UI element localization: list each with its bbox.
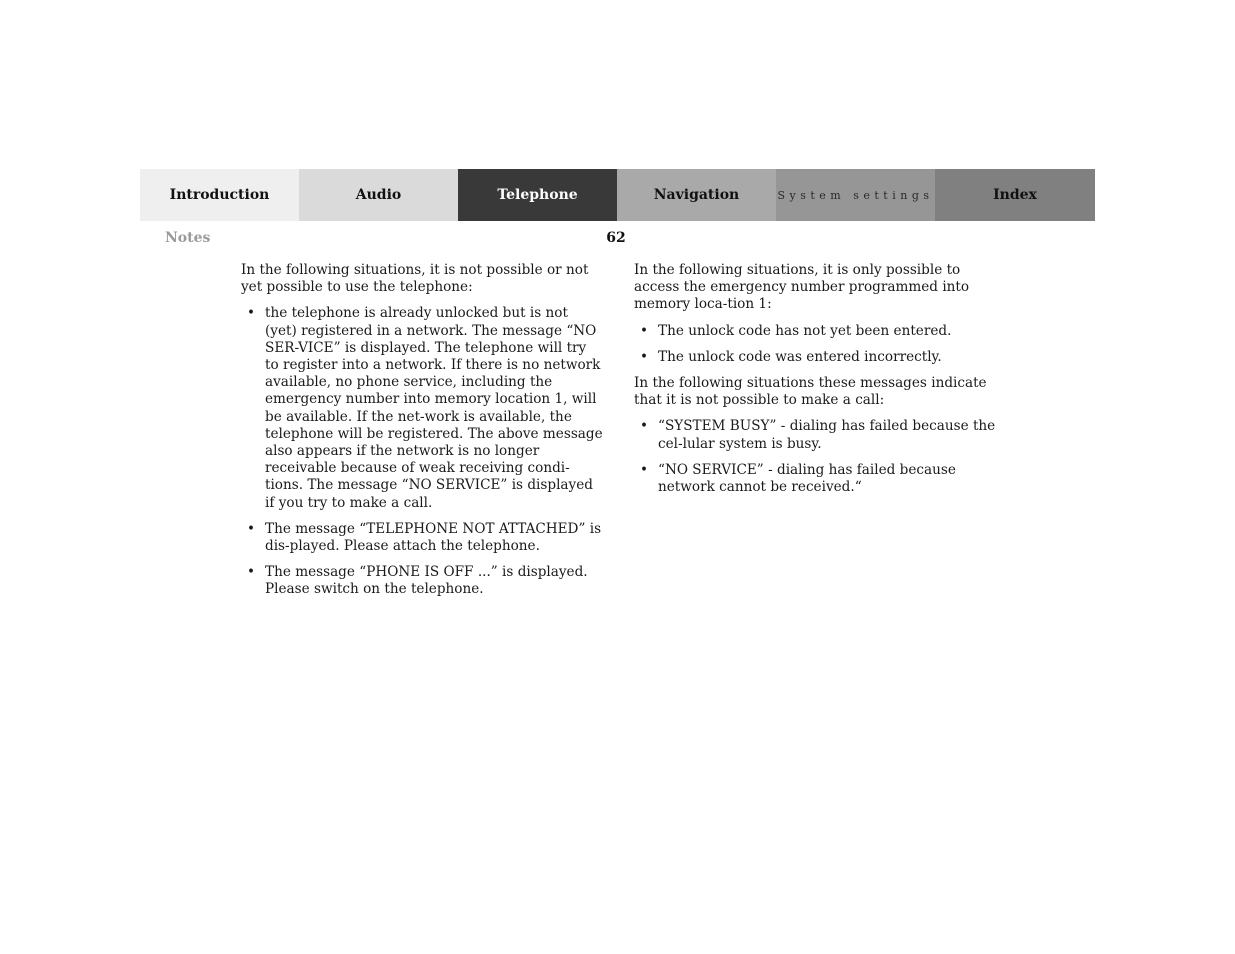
list-item (634, 462, 998, 496)
bullet-icon: • (640, 322, 649, 339)
list-item (241, 521, 603, 555)
list-item-text: the telephone is already unlocked but is not (yet) registered in a network. The message “NO SER-VICE” is displayed. The telephone will try to register into a network. If there is no network available, no phone service, including the emergency number into memory location 1, will be available. If the net-work is available, the telephone will be registered. The above message also appears if the network is no longer receivable because of weak receiving condi-tions. The message “NO SERVICE” is displayed if you try to make a call. (265, 305, 603, 511)
left-column (241, 262, 603, 608)
list-item-text: “SYSTEM BUSY” - dialing has failed because the cel-lular system is busy. (658, 418, 996, 452)
chapter-tab-bar (140, 169, 1095, 221)
right-bullet-list (634, 323, 998, 366)
list-item-text: “NO SERVICE” - dialing has failed because network cannot be received.“ (658, 461, 956, 496)
list-item (634, 323, 998, 340)
bullet-icon: • (247, 305, 256, 322)
right-column (634, 262, 998, 505)
bullet-icon: • (640, 348, 649, 365)
list-item-text: The message “TELEPHONE NOT ATTACHED” is dis-played. Please attach the telephone. (265, 520, 602, 555)
right-message-list (634, 418, 998, 496)
list-item-text: The message “PHONE IS OFF ...” is displayed. Please switch on the telephone. (265, 564, 588, 598)
list-item (634, 418, 998, 452)
right-intro-paragraph: In the following situations, it is only possible to access the emergency number programmed into memory loca-tion 1: (634, 262, 970, 313)
list-item (634, 349, 998, 366)
left-intro-paragraph: In the following situations, it is not possible or not yet possible to use the telephone: (241, 262, 589, 296)
list-item-text: The unlock code has not yet been entered. (658, 322, 952, 339)
bullet-icon: • (640, 418, 649, 435)
section-label: Notes (165, 230, 211, 246)
tab-telephone[interactable]: Telephone (458, 169, 617, 221)
tab-navigation[interactable]: Navigation (617, 169, 776, 221)
list-item (241, 564, 603, 598)
tab-index[interactable]: Index (935, 169, 1095, 221)
left-bullet-list (241, 305, 603, 598)
right-second-paragraph: In the following situations these messages indicate that it is not possible to make a call: (634, 375, 987, 409)
tab-system-settings[interactable]: System settings (776, 169, 935, 221)
list-item (241, 305, 603, 511)
tab-audio[interactable]: Audio (299, 169, 458, 221)
bullet-icon: • (247, 520, 256, 537)
bullet-icon: • (640, 461, 649, 478)
page-number: 62 (606, 230, 626, 246)
bullet-icon: • (247, 564, 256, 581)
tab-introduction[interactable]: Introduction (140, 169, 299, 221)
list-item-text: The unlock code was entered incorrectly. (658, 348, 942, 365)
